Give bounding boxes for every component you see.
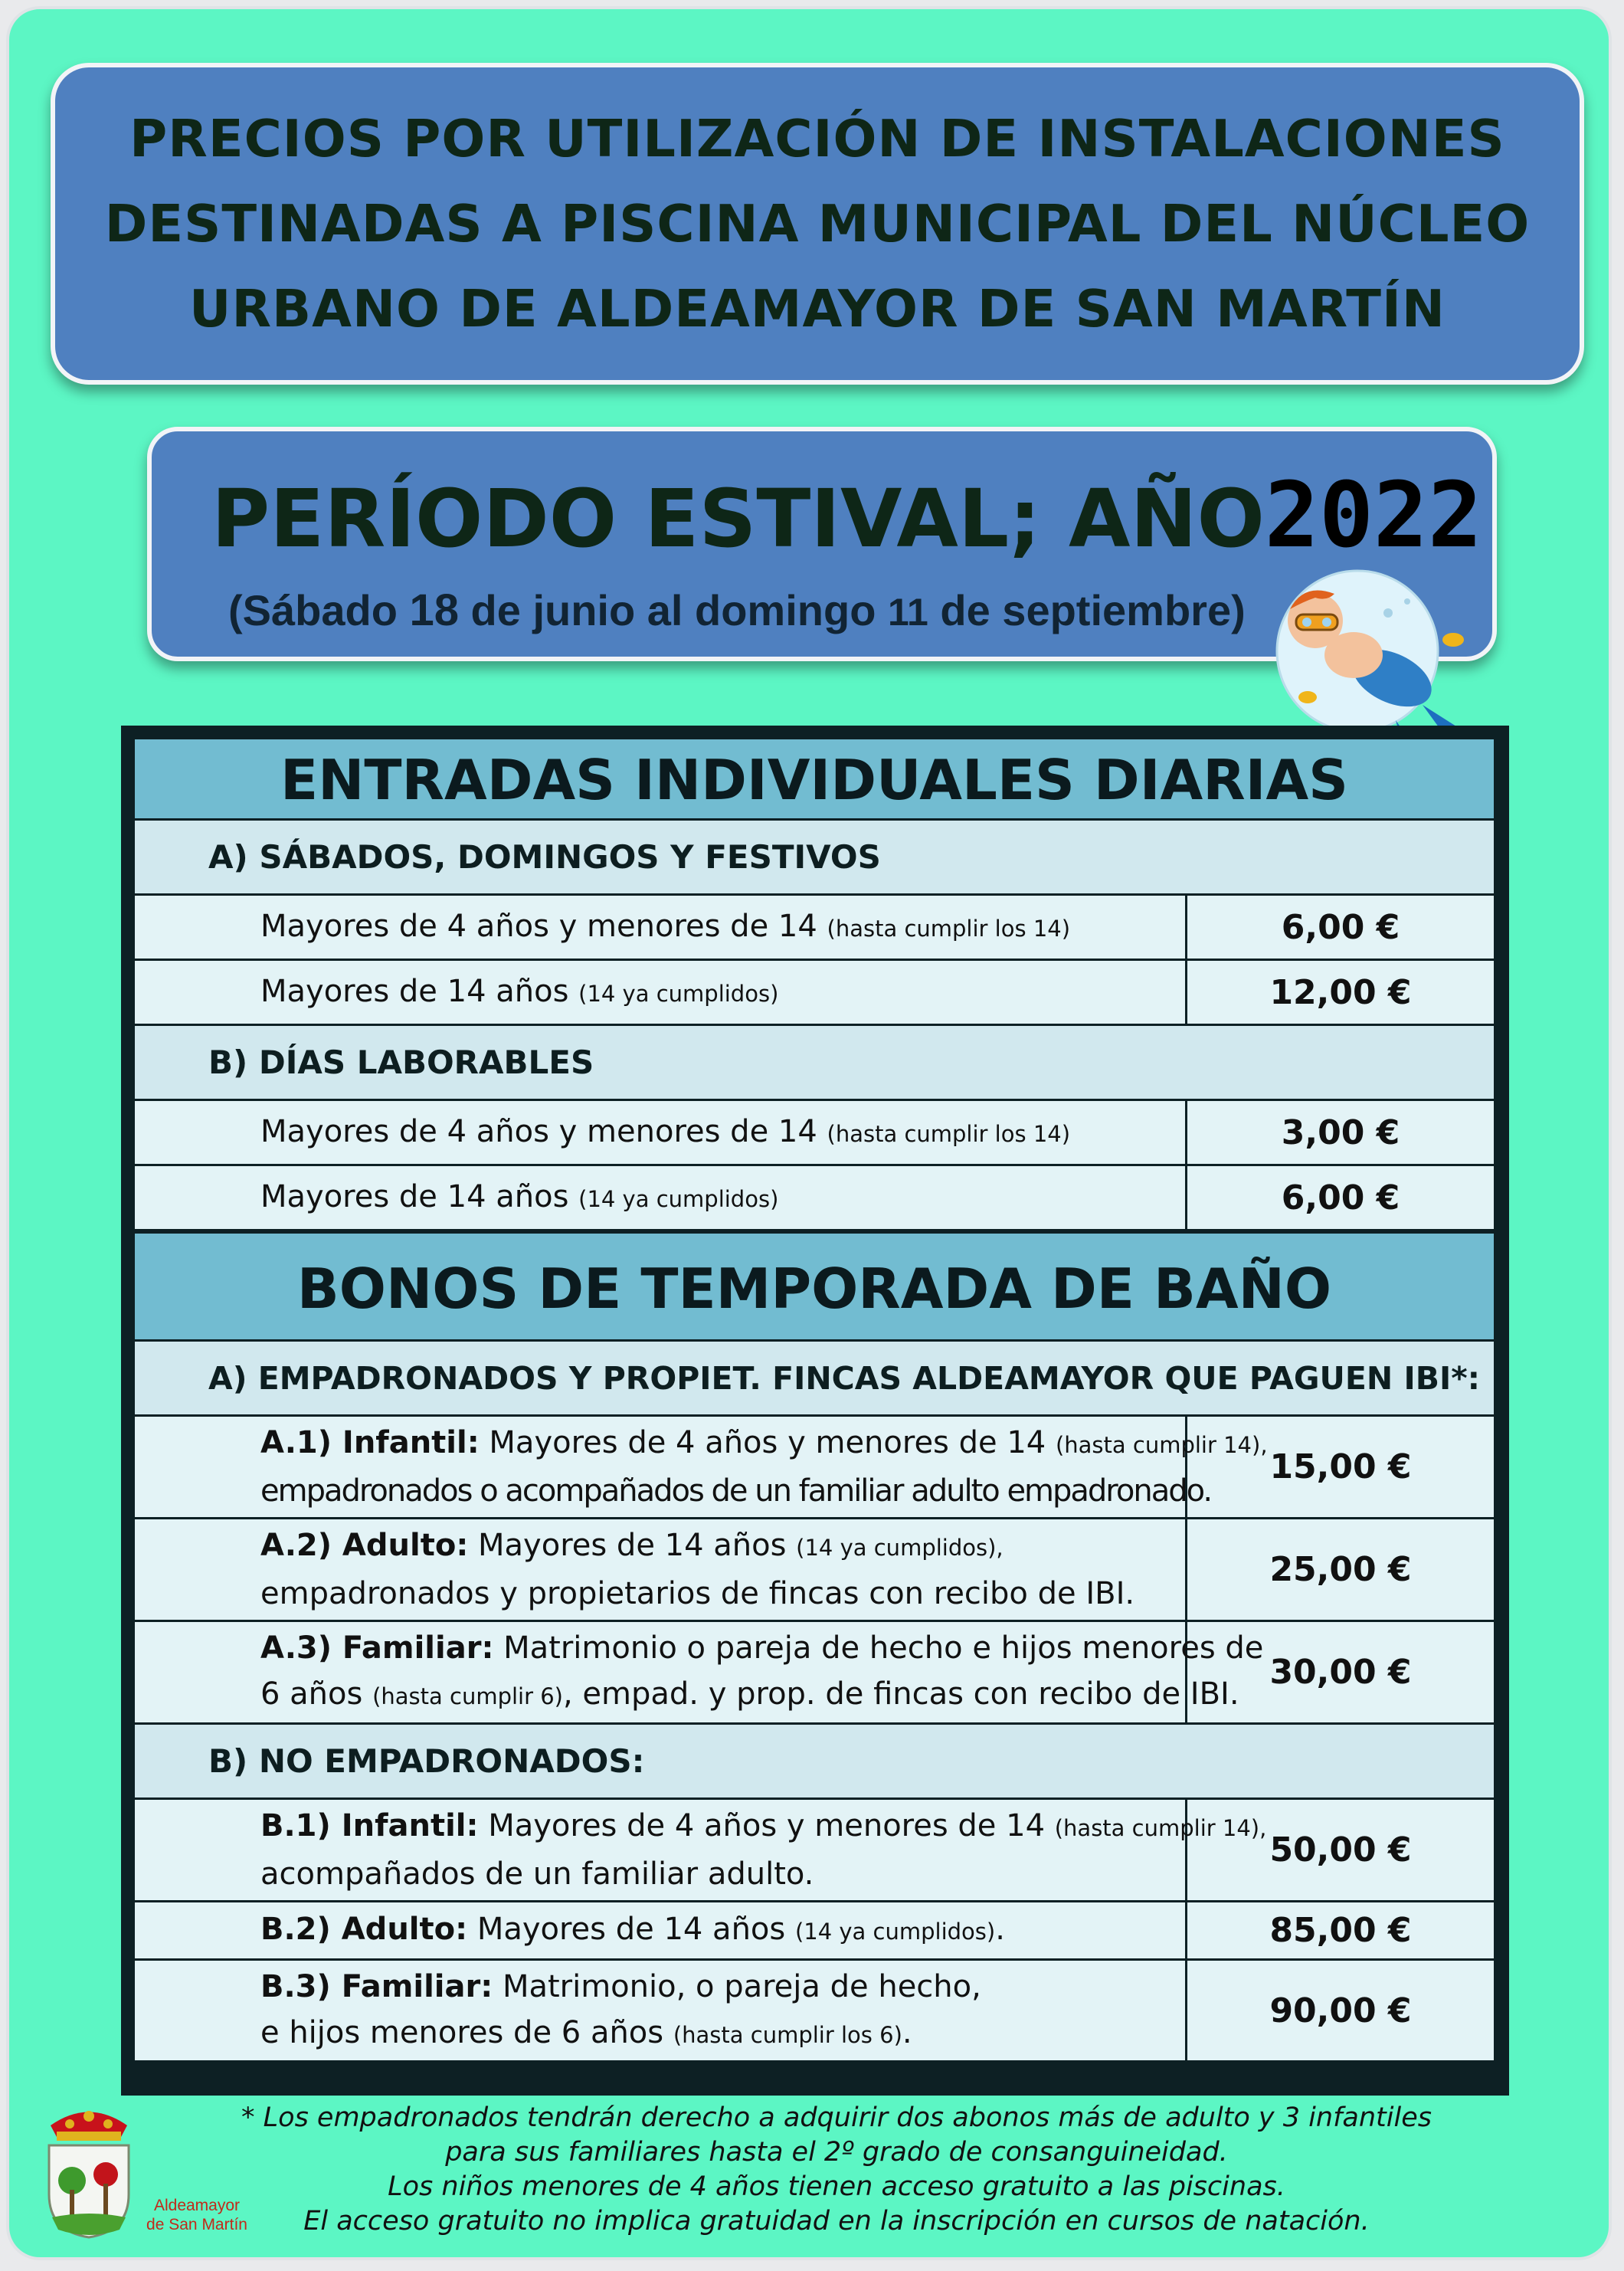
row-text-line2: empadronados o acompañados de un familiar adulto empadronado.	[260, 1473, 1212, 1509]
row-price: 25,00 €	[1269, 1550, 1412, 1589]
row-label: B.2) Adulto:	[260, 1912, 468, 1947]
row-text: Mayores de 14 años	[467, 1912, 795, 1947]
row-text-line2: empadronados y propietarios de fincas con recibo de IBI.	[260, 1576, 1135, 1611]
row-text-line2: acompañados de un familiar adulto.	[260, 1856, 814, 1892]
footnote-line-4: El acceso gratuito no implica gratuidad en la inscripción en cursos de natación.	[303, 2206, 1370, 2237]
period-dates-part: de septiembre)	[928, 586, 1246, 634]
row-text: 6 años	[260, 1676, 373, 1712]
row-description	[135, 1902, 1187, 1958]
table-row	[135, 1417, 1494, 1519]
row-label: A.1) Infantil:	[260, 1425, 480, 1460]
group-heading-empadronados: A) EMPADRONADOS Y PROPIET. FINCAS ALDEAMAYOR QUE PAGUEN IBI*:	[135, 1342, 1494, 1417]
row-note: (14 ya cumplidos)	[794, 1919, 996, 1945]
row-description	[135, 1622, 1264, 1722]
table-row	[135, 1961, 1494, 2060]
title-banner	[51, 63, 1584, 385]
row-text: Matrimonio, o pareja de hecho,	[493, 1968, 981, 2004]
row-description	[135, 1519, 1187, 1620]
row-text: Mayores de 14 años	[260, 1178, 579, 1214]
row-text: .	[902, 2014, 912, 2050]
row-price: 12,00 €	[1269, 972, 1412, 1012]
row-description	[135, 1800, 1267, 1900]
row-price: 15,00 €	[1269, 1447, 1412, 1486]
price-table-body	[135, 739, 1494, 2060]
row-note: (14 ya cumplidos)	[578, 980, 779, 1007]
row-price: 3,00 €	[1281, 1113, 1400, 1152]
coat-of-arms-icon	[35, 2095, 142, 2240]
row-price: 50,00 €	[1269, 1830, 1412, 1870]
table-row	[135, 1101, 1494, 1166]
row-text: Mayores de 4 años y menores de 14	[260, 908, 827, 944]
table-row	[135, 896, 1494, 961]
row-description	[135, 961, 1187, 1024]
group-heading-weekdays: B) DÍAS LABORABLES	[135, 1026, 1494, 1101]
period-end-day: 11	[887, 591, 928, 634]
row-description	[135, 1166, 1187, 1229]
row-note: (hasta cumplir 6)	[372, 1683, 563, 1709]
row-note: (hasta cumplir los 6)	[673, 2021, 902, 2048]
row-label: A.3) Familiar:	[260, 1630, 494, 1666]
row-price: 85,00 €	[1269, 1911, 1412, 1950]
table-row	[135, 1622, 1494, 1725]
period-dates	[228, 585, 1246, 636]
table-row	[135, 1902, 1494, 1961]
row-note: (hasta cumplir los 14)	[827, 915, 1071, 942]
section-entradas-title: ENTRADAS INDIVIDUALES DIARIAS	[135, 739, 1494, 821]
row-label: B.1) Infantil:	[260, 1808, 479, 1843]
poster	[6, 6, 1612, 2260]
section-bonos-title: BONOS DE TEMPORADA DE BAÑO	[135, 1231, 1494, 1342]
table-row	[135, 1166, 1494, 1231]
row-note: (14 ya cumplidos),	[796, 1535, 1004, 1561]
title-line-1: PRECIOS POR UTILIZACIÓN DE INSTALACIONES	[129, 108, 1505, 169]
row-text: .	[995, 1912, 1005, 1947]
period-dates-part: (Sábado	[228, 586, 410, 634]
row-text: Mayores de 4 años y menores de 14	[260, 1113, 827, 1149]
row-text: Mayores de 14 años	[468, 1528, 797, 1563]
table-row	[135, 1800, 1494, 1902]
row-price: 30,00 €	[1269, 1653, 1412, 1692]
title-line-2: DESTINADAS A PISCINA MUNICIPAL DEL NÚCLEO	[104, 193, 1531, 254]
municipality-name-line2: de San Martín	[146, 2216, 247, 2233]
period-label: PERÍODO ESTIVAL; AÑO	[211, 472, 1265, 565]
row-price: 90,00 €	[1269, 1991, 1412, 2030]
row-label: A.2) Adulto:	[260, 1528, 469, 1563]
period-year: 2022	[1264, 462, 1483, 568]
period-heading	[211, 462, 1482, 568]
row-label: B.3) Familiar:	[260, 1968, 493, 2004]
row-text: Mayores de 14 años	[260, 973, 579, 1009]
row-description	[135, 1417, 1268, 1517]
row-text: , empad. y prop. de fincas con recibo de IBI.	[563, 1676, 1239, 1712]
row-text: e hijos menores de 6 años	[260, 2014, 673, 2050]
title-line-3: URBANO DE ALDEAMAYOR DE SAN MARTÍN	[189, 278, 1446, 339]
municipality-name-line1: Aldeamayor	[153, 2197, 241, 2214]
period-start-day: 18	[409, 585, 459, 635]
row-note: (hasta cumplir 14),	[1055, 1432, 1268, 1458]
period-dates-part: de junio al domingo	[458, 586, 888, 634]
group-heading-no-empadronados: B) NO EMPADRONADOS:	[135, 1725, 1494, 1800]
row-text: Mayores de 4 años y menores de 14	[479, 1425, 1056, 1460]
footnote-line-2: para sus familiares hasta el 2º grado de consanguineidad.	[445, 2137, 1228, 2168]
row-text: Mayores de 4 años y menores de 14	[478, 1808, 1055, 1843]
group-heading-weekend: A) SÁBADOS, DOMINGOS Y FESTIVOS	[135, 821, 1494, 896]
row-text: Matrimonio o pareja de hecho e hijos menores de	[493, 1630, 1264, 1666]
row-price: 6,00 €	[1281, 907, 1400, 947]
row-note: (14 ya cumplidos)	[578, 1185, 779, 1212]
row-note: (hasta cumplir 14),	[1054, 1815, 1267, 1841]
table-row	[135, 1519, 1494, 1622]
footnote	[193, 2101, 1480, 2239]
row-description	[135, 1101, 1187, 1164]
footnote-line-3: Los niños menores de 4 años tienen acceso gratuito a las piscinas.	[388, 2171, 1285, 2202]
footnote-line-1: * Los empadronados tendrán derecho a adquirir dos abonos más de adulto y 3 infantiles	[241, 2102, 1432, 2133]
table-row	[135, 961, 1494, 1026]
row-price: 6,00 €	[1281, 1178, 1400, 1217]
price-table	[121, 726, 1509, 2096]
row-description	[135, 1961, 1187, 2060]
row-note: (hasta cumplir los 14)	[827, 1120, 1071, 1147]
row-description	[135, 896, 1187, 959]
